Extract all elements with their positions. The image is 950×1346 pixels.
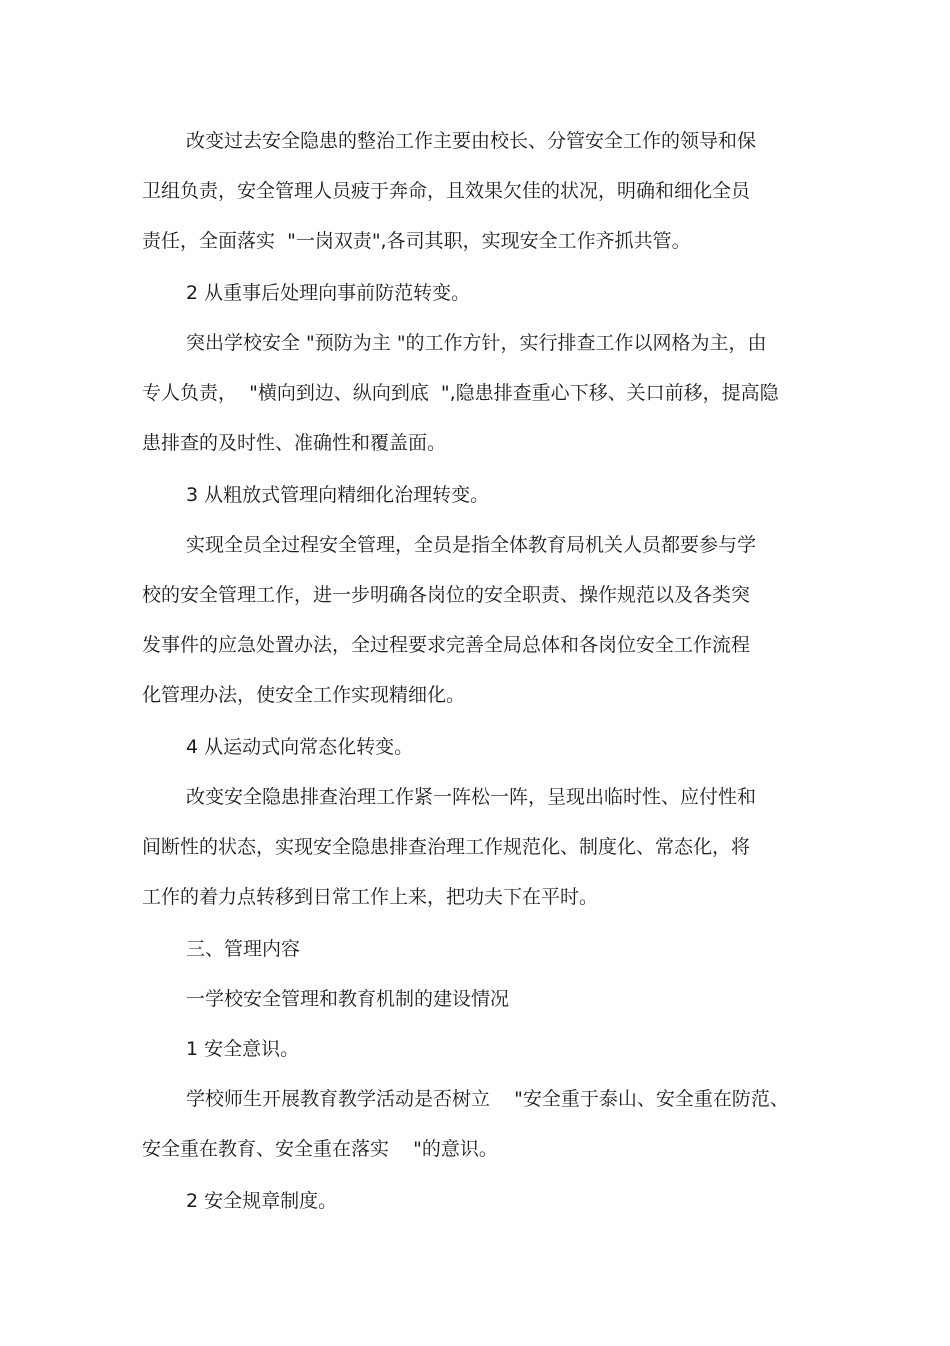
paragraph-line: 学校师生开展教育教学活动是否树立 "安全重于泰山、安全重在防范、 [186,1088,789,1110]
paragraph-line: 发事件的应急处置办法，全过程要求完善全局总体和各岗位安全工作流程 [142,634,751,656]
paragraph-line: 患排查的及时性、准确性和覆盖面。 [142,432,447,454]
paragraph-line: 化管理办法，使安全工作实现精细化。 [142,684,466,706]
paragraph-line: 实现全员全过程安全管理，全员是指全体教育局机关人员都要参与学 [186,534,757,556]
subsection-heading-line: 一学校安全管理和教育机制的建设情况 [186,988,510,1010]
paragraph-line: 工作的着力点转移到日常工作上来，把功夫下在平时。 [142,886,599,908]
section-heading-line: 2 从重事后处理向事前防范转变。 [186,282,471,304]
paragraph-line: 改变安全隐患排查治理工作紧一阵松一阵，呈现出临时性、应付性和 [186,786,757,808]
paragraph-line: 突出学校安全 "预防为主 "的工作方针，实行排查工作以网格为主，由 [186,332,767,354]
item-heading-line: 2 安全规章制度。 [186,1190,338,1212]
paragraph-line: 专人负责， "横向到边、纵向到底 ",隐患排查重心下移、关口前移，提高隐 [142,382,779,404]
section-heading-line: 4 从运动式向常态化转变。 [186,736,414,758]
paragraph-line: 校的安全管理工作，进一步明确各岗位的安全职责、操作规范以及各类突 [142,584,751,606]
section-heading-line: 3 从粗放式管理向精细化治理转变。 [186,484,490,506]
item-heading-line: 1 安全意识。 [186,1038,300,1060]
paragraph-line: 卫组负责，安全管理人员疲于奔命，且效果欠佳的状况，明确和细化全员 [142,180,751,202]
section-heading-line: 三、管理内容 [186,938,301,960]
paragraph-line: 间断性的状态，实现安全隐患排查治理工作规范化、制度化、常态化，将 [142,836,751,858]
paragraph-line: 改变过去安全隐患的整治工作主要由校长、分管安全工作的领导和保 [186,130,757,152]
paragraph-line: 责任，全面落实 "一岗双责",各司其职，实现安全工作齐抓共管。 [142,230,691,252]
paragraph-line: 安全重在教育、安全重在落实 "的意识。 [142,1138,498,1160]
